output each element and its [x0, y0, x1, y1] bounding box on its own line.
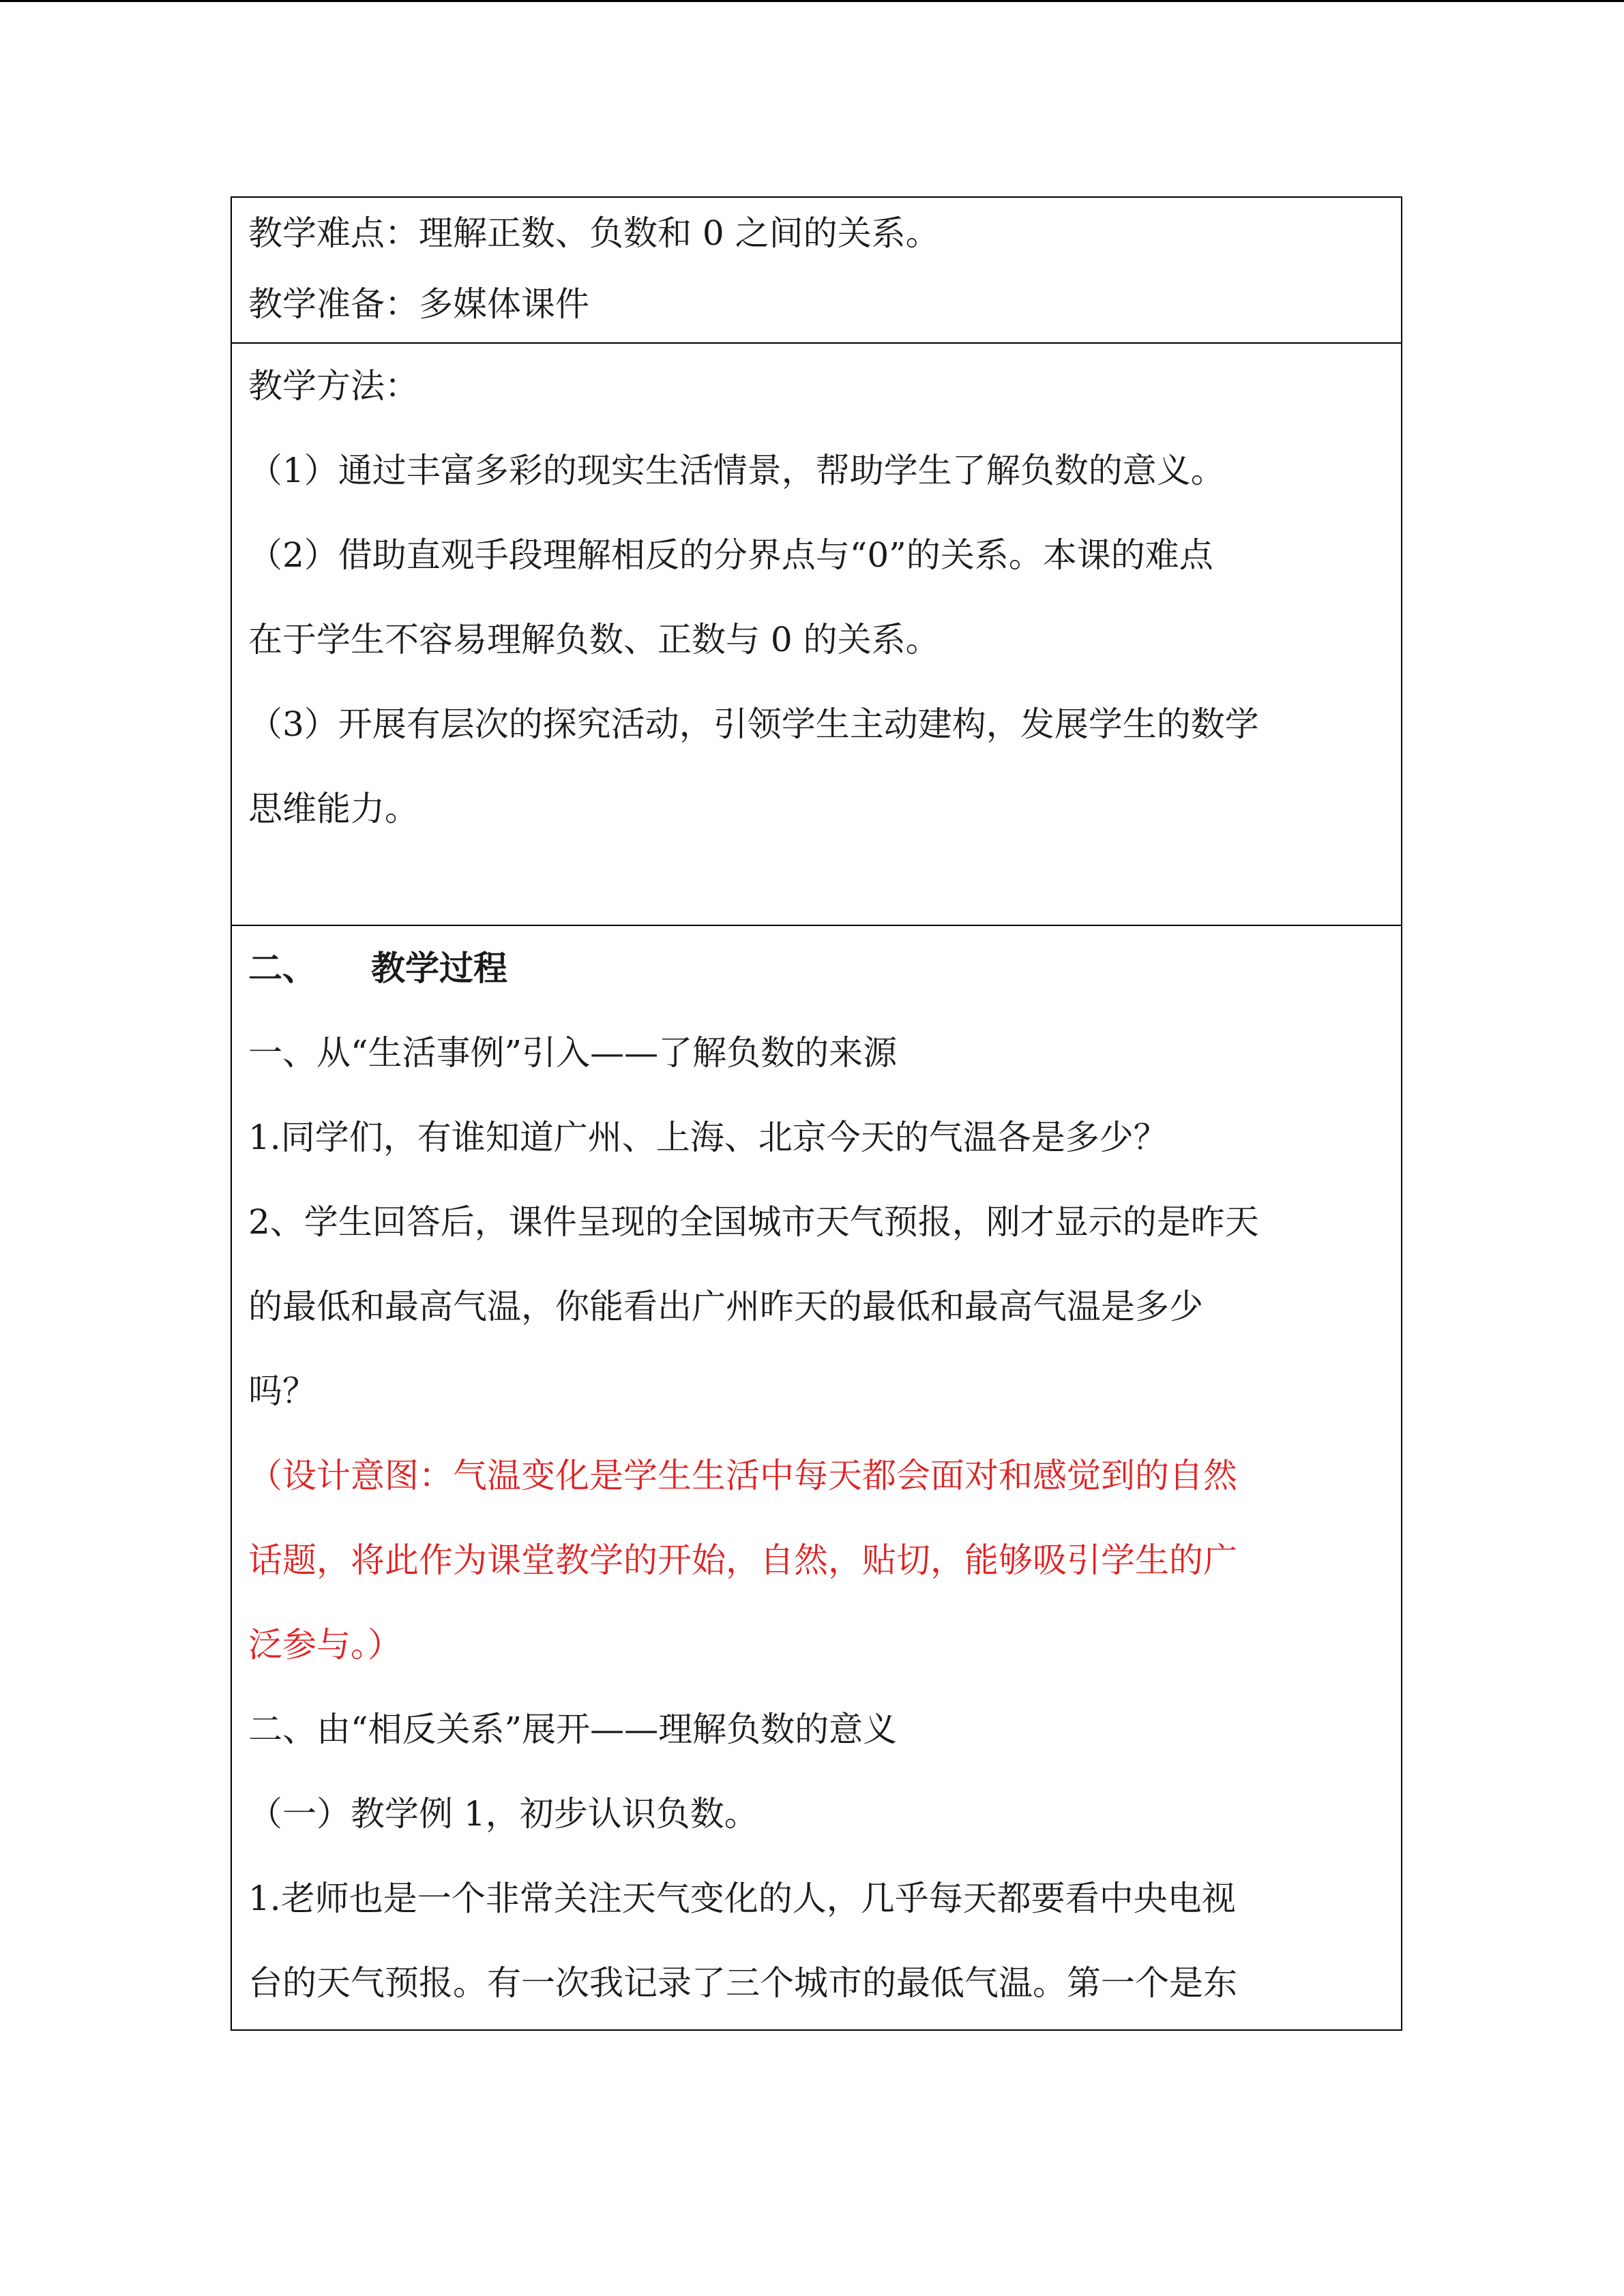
process-heading-text: 教学过程 [371, 949, 507, 988]
method-line: 思维能力。 [248, 789, 419, 829]
page-top-border [0, 0, 1624, 2]
process-line: 台的天气预报。有一次我记录了三个城市的最低气温。第一个是东 [248, 1963, 1237, 2003]
teaching-preparation: 教学准备：多媒体课件 [248, 284, 589, 324]
process-line: 1.同学们，有谁知道广州、上海、北京今天的气温各是多少？ [248, 1118, 1168, 1157]
teaching-difficulty: 教学难点：理解正数、负数和 0 之间的关系。 [248, 213, 940, 253]
row-teaching-process [232, 925, 1401, 2029]
row-difficulty-preparation [232, 198, 1401, 342]
process-line: 二、由“相反关系”展开——理解负数的意义 [248, 1710, 898, 1749]
process-line: 1.老师也是一个非常关注天气变化的人，几乎每天都要看中央电视 [248, 1879, 1236, 1918]
method-line: （2）借助直观手段理解相反的分界点与“0”的关系。本课的难点 [248, 535, 1213, 575]
process-line: 一、从“生活事例”引入——了解负数的来源 [248, 1033, 898, 1073]
process-heading-number: 二、 [248, 949, 316, 988]
process-line: 2、学生回答后，课件呈现的全国城市天气预报，刚才显示的是昨天 [248, 1202, 1259, 1242]
method-line: （3）开展有层次的探究活动，引领学生主动建构，发展学生的数学 [248, 704, 1259, 744]
row-teaching-methods [232, 342, 1401, 925]
process-heading [248, 926, 1387, 1011]
process-line: （一）教学例 1，初步认识负数。 [248, 1794, 758, 1834]
method-line: （1）通过丰富多彩的现实生活情景，帮助学生了解负数的意义。 [248, 451, 1225, 490]
method-line: 在于学生不容易理解负数、正数与 0 的关系。 [248, 620, 940, 659]
design-note-line: 话题，将此作为课堂教学的开始，自然，贴切，能够吸引学生的广 [248, 1540, 1237, 1580]
lesson-plan-table [231, 196, 1402, 2031]
process-line: 吗？ [248, 1371, 316, 1411]
process-line: 的最低和最高气温，你能看出广州昨天的最低和最高气温是多少 [248, 1287, 1203, 1326]
methods-title: 教学方法： [248, 366, 419, 406]
design-note-line: （设计意图：气温变化是学生生活中每天都会面对和感觉到的自然 [248, 1456, 1237, 1495]
design-note-line: 泛参与。） [248, 1625, 402, 1665]
